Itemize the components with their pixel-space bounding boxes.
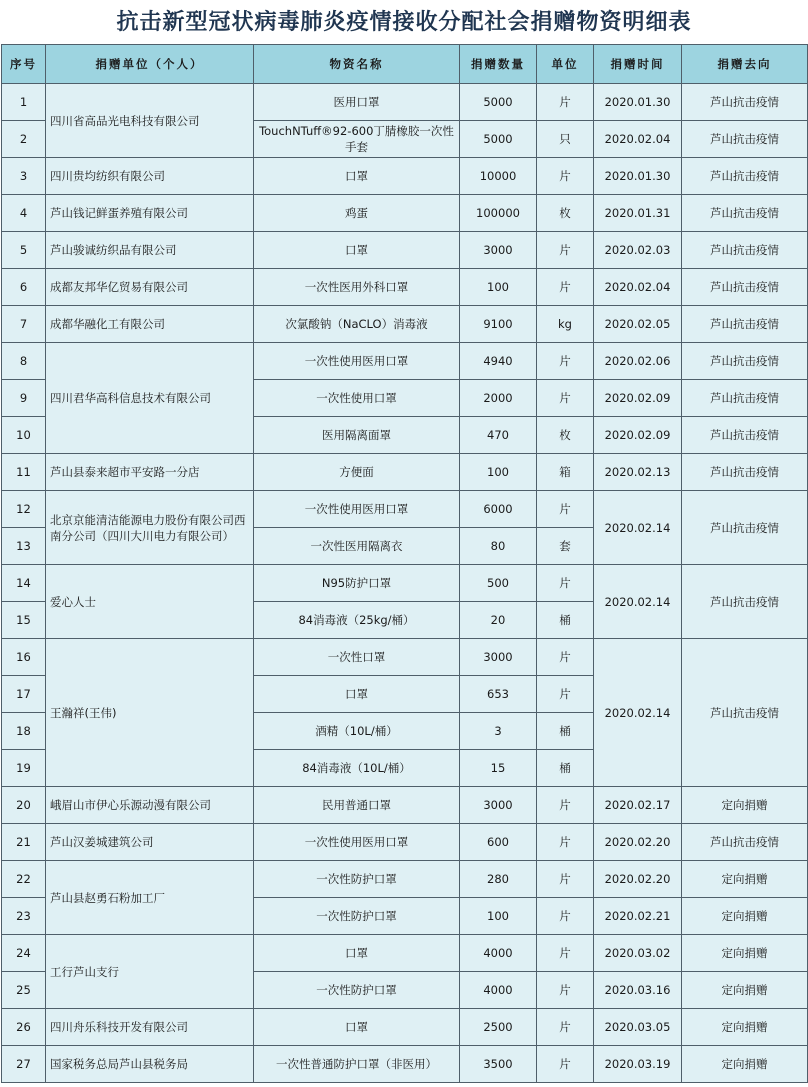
cell-date: 2020.03.05 [594,1009,682,1046]
cell-item: 一次性防护口罩 [254,972,460,1009]
cell-donor: 王瀚祥(王伟) [46,639,254,787]
table-row [2,158,808,195]
cell-qty: 470 [460,417,537,454]
cell-item: 84消毒液（10L/桶） [254,750,460,787]
table-row [2,861,808,898]
cell-date: 2020.02.20 [594,861,682,898]
cell-date: 2020.02.09 [594,417,682,454]
table-row [2,454,808,491]
cell-qty: 4000 [460,935,537,972]
cell-date: 2020.02.06 [594,343,682,380]
table-row [2,639,808,676]
cell-item: 民用普通口罩 [254,787,460,824]
cell-unit: 片 [537,269,594,306]
cell-no: 19 [2,750,46,787]
cell-donor: 成都友邦华亿贸易有限公司 [46,269,254,306]
cell-item: 口罩 [254,232,460,269]
header-dest: 捐赠去向 [682,45,808,84]
cell-qty: 20 [460,602,537,639]
cell-item: TouchNTuff®92-600丁腈橡胶一次性手套 [254,121,460,158]
cell-dest: 芦山抗击疫情 [682,121,808,158]
cell-unit: 片 [537,972,594,1009]
cell-qty: 100000 [460,195,537,232]
cell-dest: 芦山抗击疫情 [682,195,808,232]
cell-donor: 四川省高品光电科技有限公司 [46,84,254,158]
header-qty: 捐赠数量 [460,45,537,84]
cell-qty: 4940 [460,343,537,380]
cell-item: 一次性使用医用口罩 [254,824,460,861]
cell-dest: 芦山抗击疫情 [682,269,808,306]
cell-donor: 四川君华高科信息技术有限公司 [46,343,254,454]
cell-qty: 2500 [460,1009,537,1046]
cell-donor: 四川贵均纺织有限公司 [46,158,254,195]
cell-qty: 100 [460,898,537,935]
cell-donor: 工行芦山支行 [46,935,254,1009]
cell-dest: 芦山抗击疫情 [682,158,808,195]
cell-no: 5 [2,232,46,269]
cell-donor: 芦山骏诚纺织品有限公司 [46,232,254,269]
cell-dest: 芦山抗击疫情 [682,565,808,639]
cell-unit: 枚 [537,417,594,454]
cell-dest: 芦山抗击疫情 [682,417,808,454]
cell-date: 2020.01.30 [594,84,682,121]
cell-no: 10 [2,417,46,454]
table-row [2,343,808,380]
cell-item: 口罩 [254,158,460,195]
cell-unit: 片 [537,861,594,898]
donation-table [1,44,808,1083]
cell-no: 16 [2,639,46,676]
cell-donor: 国家税务总局芦山县税务局 [46,1046,254,1083]
cell-qty: 3000 [460,232,537,269]
cell-unit: kg [537,306,594,343]
cell-item: 一次性防护口罩 [254,898,460,935]
cell-no: 8 [2,343,46,380]
table-row [2,787,808,824]
cell-donor: 芦山县赵勇石粉加工厂 [46,861,254,935]
cell-unit: 片 [537,898,594,935]
cell-unit: 片 [537,639,594,676]
cell-no: 9 [2,380,46,417]
cell-item: 84消毒液（25kg/桶） [254,602,460,639]
cell-unit: 片 [537,84,594,121]
cell-date: 2020.01.30 [594,158,682,195]
header-row [2,45,808,84]
header-date: 捐赠时间 [594,45,682,84]
cell-qty: 5000 [460,84,537,121]
header-unit: 单位 [537,45,594,84]
cell-dest: 芦山抗击疫情 [682,232,808,269]
cell-unit: 桶 [537,602,594,639]
cell-unit: 片 [537,935,594,972]
cell-no: 25 [2,972,46,1009]
cell-no: 22 [2,861,46,898]
cell-qty: 653 [460,676,537,713]
cell-unit: 片 [537,380,594,417]
cell-qty: 2000 [460,380,537,417]
cell-no: 12 [2,491,46,528]
cell-date: 2020.02.13 [594,454,682,491]
cell-unit: 片 [537,787,594,824]
cell-no: 11 [2,454,46,491]
cell-qty: 4000 [460,972,537,1009]
cell-unit: 片 [537,565,594,602]
cell-dest: 芦山抗击疫情 [682,84,808,121]
cell-item: 一次性普通防护口罩（非医用） [254,1046,460,1083]
cell-unit: 箱 [537,454,594,491]
cell-dest: 定向捐赠 [682,1046,808,1083]
cell-date: 2020.02.09 [594,380,682,417]
cell-item: 方便面 [254,454,460,491]
cell-qty: 3 [460,713,537,750]
cell-item: N95防护口罩 [254,565,460,602]
cell-qty: 6000 [460,491,537,528]
cell-qty: 600 [460,824,537,861]
cell-unit: 套 [537,528,594,565]
cell-item: 鸡蛋 [254,195,460,232]
table-row [2,565,808,602]
cell-date: 2020.01.31 [594,195,682,232]
cell-qty: 80 [460,528,537,565]
cell-date: 2020.02.04 [594,269,682,306]
cell-no: 13 [2,528,46,565]
cell-item: 口罩 [254,1009,460,1046]
cell-dest: 芦山抗击疫情 [682,639,808,787]
cell-unit: 桶 [537,713,594,750]
cell-item: 一次性使用医用口罩 [254,491,460,528]
cell-qty: 10000 [460,158,537,195]
cell-no: 15 [2,602,46,639]
cell-item: 口罩 [254,676,460,713]
cell-date: 2020.02.05 [594,306,682,343]
table-row [2,1009,808,1046]
table-row [2,824,808,861]
cell-item: 次氯酸钠（NaCLO）消毒液 [254,306,460,343]
cell-item: 医用口罩 [254,84,460,121]
cell-donor: 成都华融化工有限公司 [46,306,254,343]
cell-date: 2020.02.04 [594,121,682,158]
cell-unit: 片 [537,343,594,380]
cell-no: 6 [2,269,46,306]
cell-unit: 片 [537,1009,594,1046]
cell-no: 4 [2,195,46,232]
cell-date: 2020.02.21 [594,898,682,935]
cell-unit: 只 [537,121,594,158]
cell-date: 2020.02.17 [594,787,682,824]
cell-dest: 定向捐赠 [682,787,808,824]
cell-dest: 定向捐赠 [682,1009,808,1046]
cell-dest: 定向捐赠 [682,861,808,898]
cell-qty: 100 [460,269,537,306]
header-donor: 捐赠单位（个人） [46,45,254,84]
cell-date: 2020.02.14 [594,565,682,639]
cell-qty: 280 [460,861,537,898]
cell-unit: 枚 [537,195,594,232]
cell-dest: 芦山抗击疫情 [682,380,808,417]
table-row [2,1046,808,1083]
cell-unit: 桶 [537,750,594,787]
cell-unit: 片 [537,232,594,269]
cell-no: 14 [2,565,46,602]
cell-no: 24 [2,935,46,972]
table-row [2,491,808,528]
table-row [2,269,808,306]
cell-qty: 3000 [460,639,537,676]
cell-qty: 100 [460,454,537,491]
cell-unit: 片 [537,676,594,713]
cell-donor: 峨眉山市伊心乐源动漫有限公司 [46,787,254,824]
cell-item: 酒精（10L/桶） [254,713,460,750]
cell-donor: 四川舟乐科技开发有限公司 [46,1009,254,1046]
cell-dest: 芦山抗击疫情 [682,491,808,565]
table-row [2,935,808,972]
cell-dest: 芦山抗击疫情 [682,824,808,861]
cell-item: 一次性使用医用口罩 [254,343,460,380]
cell-item: 一次性使用口罩 [254,380,460,417]
cell-dest: 定向捐赠 [682,935,808,972]
cell-date: 2020.02.14 [594,639,682,787]
cell-no: 2 [2,121,46,158]
cell-qty: 3500 [460,1046,537,1083]
cell-dest: 芦山抗击疫情 [682,343,808,380]
cell-qty: 500 [460,565,537,602]
cell-dest: 定向捐赠 [682,972,808,1009]
cell-item: 一次性口罩 [254,639,460,676]
header-item: 物资名称 [254,45,460,84]
cell-no: 20 [2,787,46,824]
cell-no: 1 [2,84,46,121]
page-title: 抗击新型冠状病毒肺炎疫情接收分配社会捐赠物资明细表 [0,0,808,44]
cell-date: 2020.03.19 [594,1046,682,1083]
cell-dest: 定向捐赠 [682,898,808,935]
cell-item: 一次性医用隔离衣 [254,528,460,565]
cell-unit: 片 [537,158,594,195]
cell-qty: 15 [460,750,537,787]
cell-no: 27 [2,1046,46,1083]
cell-donor: 爱心人士 [46,565,254,639]
cell-dest: 芦山抗击疫情 [682,454,808,491]
cell-unit: 片 [537,824,594,861]
cell-date: 2020.02.03 [594,232,682,269]
cell-item: 一次性医用外科口罩 [254,269,460,306]
cell-date: 2020.03.02 [594,935,682,972]
cell-no: 23 [2,898,46,935]
cell-qty: 5000 [460,121,537,158]
cell-no: 26 [2,1009,46,1046]
cell-unit: 片 [537,491,594,528]
table-row [2,232,808,269]
cell-date: 2020.03.16 [594,972,682,1009]
cell-qty: 3000 [460,787,537,824]
cell-item: 医用隔离面罩 [254,417,460,454]
table-row [2,306,808,343]
cell-donor: 北京京能清洁能源电力股份有限公司西南分公司（四川大川电力有限公司） [46,491,254,565]
table-row [2,84,808,121]
cell-donor: 芦山汉姜城建筑公司 [46,824,254,861]
cell-dest: 芦山抗击疫情 [682,306,808,343]
cell-no: 3 [2,158,46,195]
cell-item: 口罩 [254,935,460,972]
cell-no: 17 [2,676,46,713]
cell-unit: 片 [537,1046,594,1083]
cell-donor: 芦山县泰来超市平安路一分店 [46,454,254,491]
cell-item: 一次性防护口罩 [254,861,460,898]
cell-qty: 9100 [460,306,537,343]
cell-date: 2020.02.14 [594,491,682,565]
cell-donor: 芦山钱记鲜蛋养殖有限公司 [46,195,254,232]
cell-date: 2020.02.20 [594,824,682,861]
cell-no: 7 [2,306,46,343]
cell-no: 21 [2,824,46,861]
table-row [2,195,808,232]
cell-no: 18 [2,713,46,750]
header-no: 序号 [2,45,46,84]
